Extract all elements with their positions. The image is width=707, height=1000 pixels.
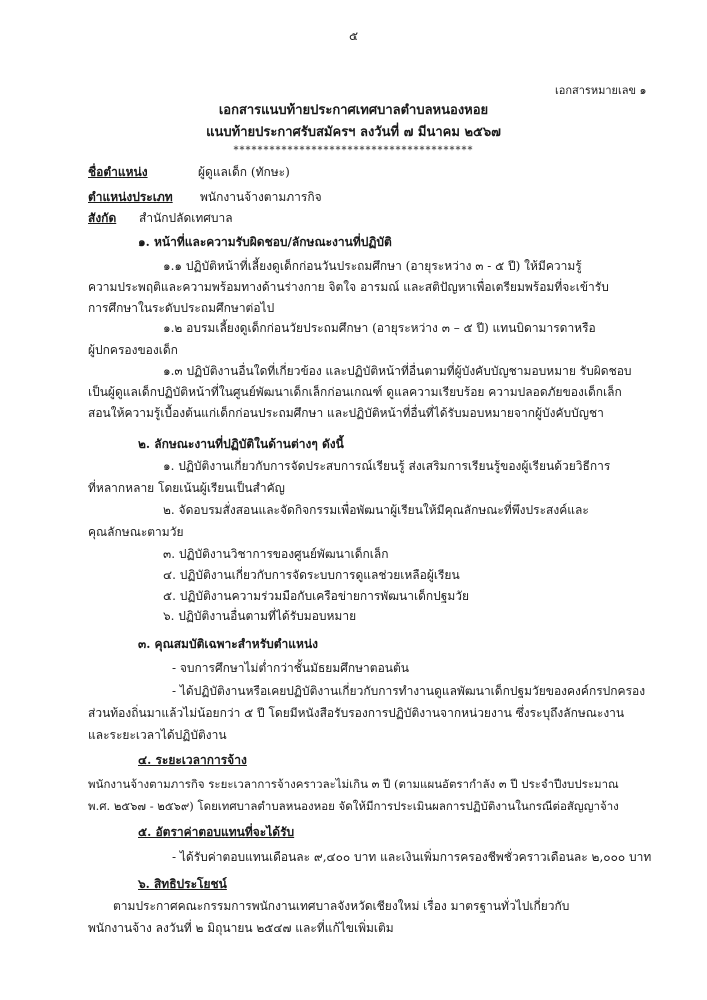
section-4-line: พนักงานจ้างตามภารกิจ ระยะเวลาการจ้างคราวละไม่เกิน ๓ ปี (ตามแผนอัตรากำลัง ๓ ปี ประจำปีงบประมาณ bbox=[88, 777, 619, 791]
section-1-line: ความประพฤติและความพร้อมทางด้านร่างกาย จิตใจ อารมณ์ และสติปัญหาเพื่อเตรียมพร้อมที่จะเข้ารับ bbox=[88, 280, 609, 294]
section-1-line: สอนให้ความรู้เบื้องต้นแก่เด็กก่อนประถมศึกษา และปฏิบัติหน้าที่อื่นที่ได้รับมอบหมายจากผู้บังคับบัญชา bbox=[88, 406, 604, 420]
section-5-heading: ๕. อัตราค่าตอบแทนที่จะได้รับ bbox=[138, 825, 295, 839]
page-number: ๕ bbox=[348, 29, 359, 43]
document-reference: เอกสารหมายเลข ๑ bbox=[555, 84, 647, 97]
section-2-line: ๔. ปฏิบัติงานเกี่ยวกับการจัดระบบการดูแลช่วยเหลือผู้เรียน bbox=[163, 568, 460, 582]
section-3-line: ส่วนท้องถิ่นมาแล้วไม่น้อยกว่า ๕ ปี โดยมีหนังสือรับรองการปฏิบัติงานจากหน่วยงาน ซึ่งระบุถึงลักษณะงาน bbox=[88, 706, 625, 720]
section-3-line: - ได้ปฏิบัติงานหรือเคยปฏิบัติงานเกี่ยวกับการทำงานดูแลพัฒนาเด็กปฐมวัยของคงค์กรปกครอง bbox=[172, 684, 646, 698]
section-3-line: - จบการศึกษาไม่ต่ำกว่าชั้นมัธยมศึกษาตอนต้น bbox=[172, 661, 409, 675]
section-2-line: ๓. ปฏิบัติงานวิชาการของศูนย์พัฒนาเด็กเล็ก bbox=[163, 547, 389, 561]
section-2-line: คุณลักษณะตามวัย bbox=[88, 525, 184, 539]
section-3-heading: ๓. คุณสมบัติเฉพาะสำหรับตำแหน่ง bbox=[138, 637, 319, 651]
section-1-line: ๑.๒ อบรมเลี้ยงดูเด็กก่อนวัยประถมศึกษา (อายุระหว่าง ๓ – ๕ ปี) แทนบิดามารดาหรือ bbox=[163, 321, 596, 335]
section-6-heading: ๖. สิทธิประโยชน์ bbox=[138, 877, 227, 891]
section-2-line: ๒. จัดอบรมสั่งสอนและจัดกิจกรรมเพื่อพัฒนาผู้เรียนให้มีคุณลักษณะที่พึงประสงค์และ bbox=[163, 503, 589, 517]
star-divider: **************************************** bbox=[233, 145, 474, 156]
section-1-line: ผู้ปกครองของเด็ก bbox=[88, 343, 178, 357]
section-1-line: การศึกษาในระดับประถมศึกษาต่อไป bbox=[88, 301, 275, 315]
section-6-line: พนักงานจ้าง ลงวันที่ ๒ มิถุนายน ๒๕๔๗ และที่แก้ไขเพิ่มเติม bbox=[88, 921, 394, 935]
position-value: ผู้ดูแลเด็ก (ทักษะ) bbox=[198, 165, 290, 179]
section-2-line: ๑. ปฏิบัติงานเกี่ยวกับการจัดประสบการณ์เรียนรู้ ส่งเสริมการเรียนรู้ของผู้เรียนด้วยวิธีการ bbox=[163, 459, 611, 473]
section-3-line: และระยะเวลาได้ปฏิบัติงาน bbox=[88, 728, 227, 742]
section-4-line: พ.ศ. ๒๕๖๗ - ๒๕๖๙) โดยเทศบาลตำบลหนองหอย จัดให้มีการประเมินผลการปฏิบัติงานในกรณีต่อสัญญาจ้าง bbox=[88, 799, 619, 813]
department-value: สำนักปลัดเทศบาล bbox=[139, 211, 233, 225]
position-type-value: พนักงานจ้างตามภารกิจ bbox=[200, 190, 322, 204]
position-label: ชื่อตำแหน่ง bbox=[88, 165, 148, 179]
title-line-1: เอกสารแนบท้ายประกาศเทศบาลตำบลหนองหอย bbox=[218, 103, 489, 118]
department-label: สังกัด bbox=[88, 211, 117, 225]
section-4-heading: ๔. ระยะเวลาการจ้าง bbox=[138, 753, 247, 767]
section-2-line: ที่หลากหลาย โดยเน้นผู้เรียนเป็นสำคัญ bbox=[88, 481, 285, 495]
section-2-line: ๕. ปฏิบัติงานความร่วมมือกับเครือข่ายการพัฒนาเด็กปฐมวัย bbox=[163, 589, 470, 603]
section-5-line: - ได้รับค่าตอบแทนเดือนละ ๙,๔๐๐ บาท และเงินเพิ่มการครองชีพชั่วคราวเดือนละ ๒,๐๐๐ บาท bbox=[172, 850, 652, 864]
section-6-line: ตามประกาศคณะกรรมการพนักงานเทศบาลจังหวัดเชียงใหม่ เรื่อง มาตรฐานทั่วไปเกี่ยวกับ bbox=[113, 899, 570, 913]
section-1-line: เป็นผู้ดูแลเด็กปฏิบัติหน้าที่ในศูนย์พัฒนาเด็กเล็กก่อนเกณฑ์ ดูแลความเรียบร้อย ความปลอดภัยของเด็กเล็ก bbox=[88, 385, 622, 399]
title-line-2: แนบท้ายประกาศรับสมัครฯ ลงวันที่ ๗ มีนาคม ๒๕๖๗ bbox=[206, 125, 501, 140]
position-type-label: ตำแหน่งประเภท bbox=[88, 190, 173, 204]
section-2-heading: ๒. ลักษณะงานที่ปฏิบัติในด้านต่างๆ ดังนี้ bbox=[138, 437, 344, 451]
section-1-line: ๑.๑ ปฏิบัติหน้าที่เลี้ยงดูเด็กก่อนวันประถมศึกษา (อายุระหว่าง ๓ - ๕ ปี) ให้มีความรู้ bbox=[163, 259, 582, 273]
section-2-line: ๖. ปฏิบัติงานอื่นตามที่ได้รับมอบหมาย bbox=[163, 609, 357, 623]
section-1-heading: ๑. หน้าที่และความรับผิดชอบ/ลักษณะงานที่ปฏิบัติ bbox=[138, 235, 392, 249]
section-1-line: ๑.๓ ปฏิบัติงานอื่นใดที่เกี่ยวข้อง และปฏิบัติหน้าที่อื่นตามที่ผู้บังคับบัญชามอบหมาย รับผิดชอบ bbox=[163, 364, 632, 378]
